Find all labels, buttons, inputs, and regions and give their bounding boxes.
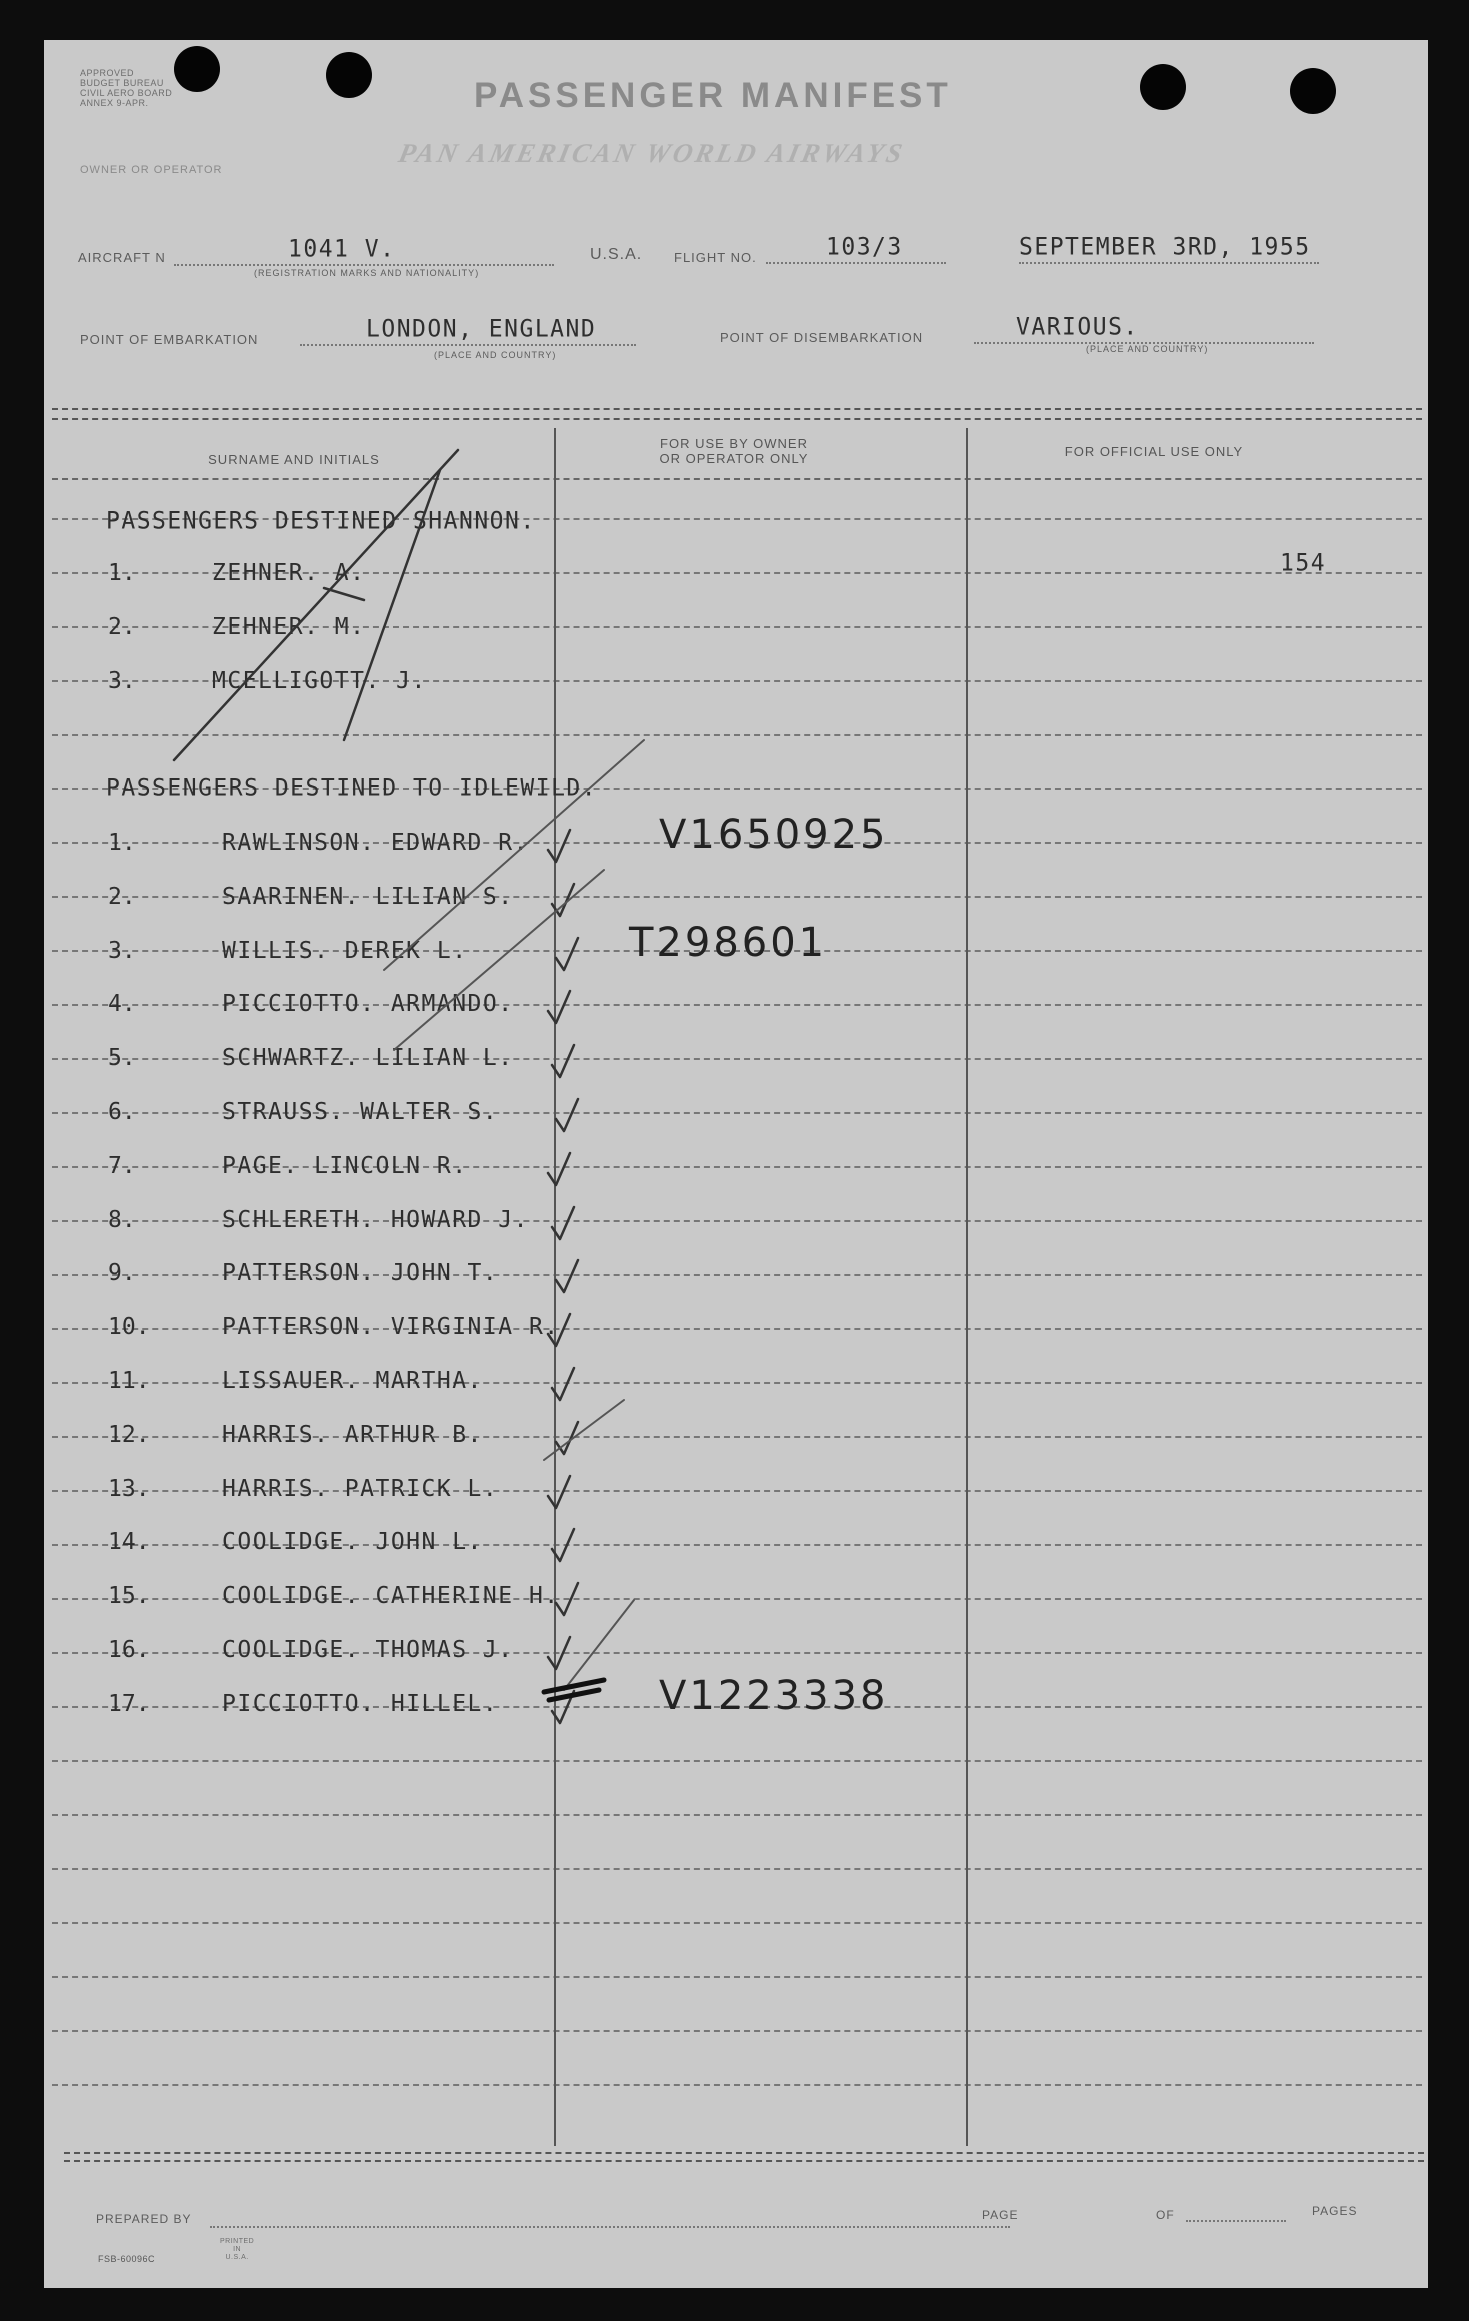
handwritten-passport-number: V1223338 [659,1673,889,1719]
passenger-number: 6. [108,1099,136,1125]
passenger-name: STRAUSS. WALTER S. [222,1099,499,1125]
passenger-name: HARRIS. ARTHUR B. [222,1422,483,1448]
column-header-official: FOR OFFICIAL USE ONLY [1064,444,1244,459]
passenger-name: COOLIDGE. THOMAS J. [222,1637,514,1663]
passenger-name: WILLIS. DEREK L. [222,938,468,964]
passenger-name: LISSAUER. MARTHA. [222,1368,483,1394]
passenger-name: COOLIDGE. JOHN L. [222,1529,483,1555]
passenger-name: PICCIOTTO. ARMANDO. [222,991,514,1017]
approval-line: CIVIL AERO BOARD [80,88,173,98]
passenger-number: 9. [108,1260,136,1286]
disembarkation-label: POINT OF DISEMBARKATION [720,330,924,345]
column-header-names: SURNAME AND INITIALS [208,452,380,467]
passenger-number: 12. [108,1422,150,1448]
prepared-by-label: PREPARED BY [96,2212,192,2226]
passenger-number: 14. [108,1529,150,1555]
passenger-number: 3. [108,668,136,694]
pages-label: PAGES [1312,2204,1358,2218]
check-mark [552,1368,574,1400]
check-mark [552,1207,574,1239]
passenger-number: 4. [108,991,136,1017]
disembarkation-value: VARIOUS. [1016,313,1139,341]
aircraft-value: 1041 V. [288,235,396,263]
handwritten-passport-number: V1650925 [659,812,889,858]
shannon-official-note: 154 [1280,549,1327,577]
check-mark [548,991,570,1023]
check-mark [548,830,570,862]
check-mark [548,1153,570,1185]
flight-date: SEPTEMBER 3RD, 1955 [1019,233,1311,261]
printed-mark-line: U.S.A. [225,2254,249,2261]
form-code: FSB-60096C [98,2254,156,2264]
shannon-heading: PASSENGERS DESTINED SHANNON. [106,507,536,535]
passenger-number: 1. [108,560,136,586]
shannon-strike-marks [174,450,458,760]
carrier-name: PAN AMERICAN WORLD AIRWAYS [395,138,908,168]
of-fill-line [1186,2220,1286,2222]
passenger-name: ZEHNER. A. [212,560,366,586]
document-title: PASSENGER MANIFEST [474,76,952,115]
printed-mark-line: PRINTED [220,2238,255,2245]
check-mark [556,1099,578,1131]
passenger-number: 10. [108,1314,150,1340]
embarkation-label: POINT OF EMBARKATION [80,332,259,347]
passenger-name: PATTERSON. JOHN T. [222,1260,499,1286]
usa-label: U.S.A. [590,246,643,263]
handwriting-overlay [44,40,1428,2288]
passenger-number: 3. [108,938,136,964]
passenger-number: 2. [108,614,136,640]
passenger-number: 5. [108,1045,136,1071]
column-header-owner-line: OR OPERATOR ONLY [659,451,809,466]
prepared-by-fill-line [210,2226,1010,2228]
check-mark [552,1045,574,1077]
column-header-owner-line: FOR USE BY OWNER [660,436,808,451]
passenger-name: COOLIDGE. CATHERINE H. [222,1583,560,1609]
check-mark [548,1314,570,1346]
embarkation-caption: (PLACE AND COUNTRY) [434,350,557,360]
owner-label: OWNER OR OPERATOR [80,164,223,176]
approval-line: BUDGET BUREAU [80,78,164,88]
check-mark [556,938,578,970]
check-mark [556,1583,578,1615]
embarkation-value: LONDON, ENGLAND [366,315,597,343]
approval-line: ANNEX 9-APR. [80,98,149,108]
idlewild-heading: PASSENGERS DESTINED TO IDLEWILD. [106,774,598,802]
disembarkation-caption: (PLACE AND COUNTRY) [1086,344,1209,354]
page-label: PAGE [982,2208,1019,2222]
registration-caption: (REGISTRATION MARKS AND NATIONALITY) [254,268,480,278]
handwritten-passport-number: T298601 [629,920,828,966]
passenger-number: 16. [108,1637,150,1663]
passenger-number: 13. [108,1476,150,1502]
printed-mark-line: IN [233,2246,242,2253]
check-mark [552,1529,574,1561]
passenger-name: HARRIS. PATRICK L. [222,1476,499,1502]
flight-label: FLIGHT NO. [674,250,757,265]
diagonal-pen-strokes [384,740,644,1690]
approval-line: APPROVED [80,68,135,78]
passenger-name: ZEHNER. M. [212,614,366,640]
passenger-number: 8. [108,1207,136,1233]
passenger-name: PAGE. LINCOLN R. [222,1153,468,1179]
check-mark [556,1260,578,1292]
passenger-name: SCHLERETH. HOWARD J. [222,1207,529,1233]
aircraft-label: AIRCRAFT N [78,250,166,265]
passenger-number: 15. [108,1583,150,1609]
passenger-name: SAARINEN. LILIAN S. [222,884,514,910]
check-mark [548,1476,570,1508]
flight-number: 103/3 [826,233,903,261]
passenger-number: 1. [108,830,136,856]
passenger-number: 17. [108,1691,150,1717]
passenger-name: PATTERSON. VIRGINIA R. [222,1314,560,1340]
passenger-number: 2. [108,884,136,910]
of-label: OF [1156,2208,1175,2222]
manifest-sheet [44,40,1428,2288]
passenger-name: PICCIOTTO. HILLEL. [222,1691,499,1717]
passenger-number: 7. [108,1153,136,1179]
check-mark [548,1637,570,1669]
passenger-name: SCHWARTZ. LILIAN L. [222,1045,514,1071]
passenger-number: 11. [108,1368,150,1394]
passenger-name: MCELLIGOTT. J. [212,668,427,694]
check-marks [548,830,578,1723]
printed-mark [220,2238,254,2262]
passenger-name: RAWLINSON. EDWARD R. [222,830,529,856]
